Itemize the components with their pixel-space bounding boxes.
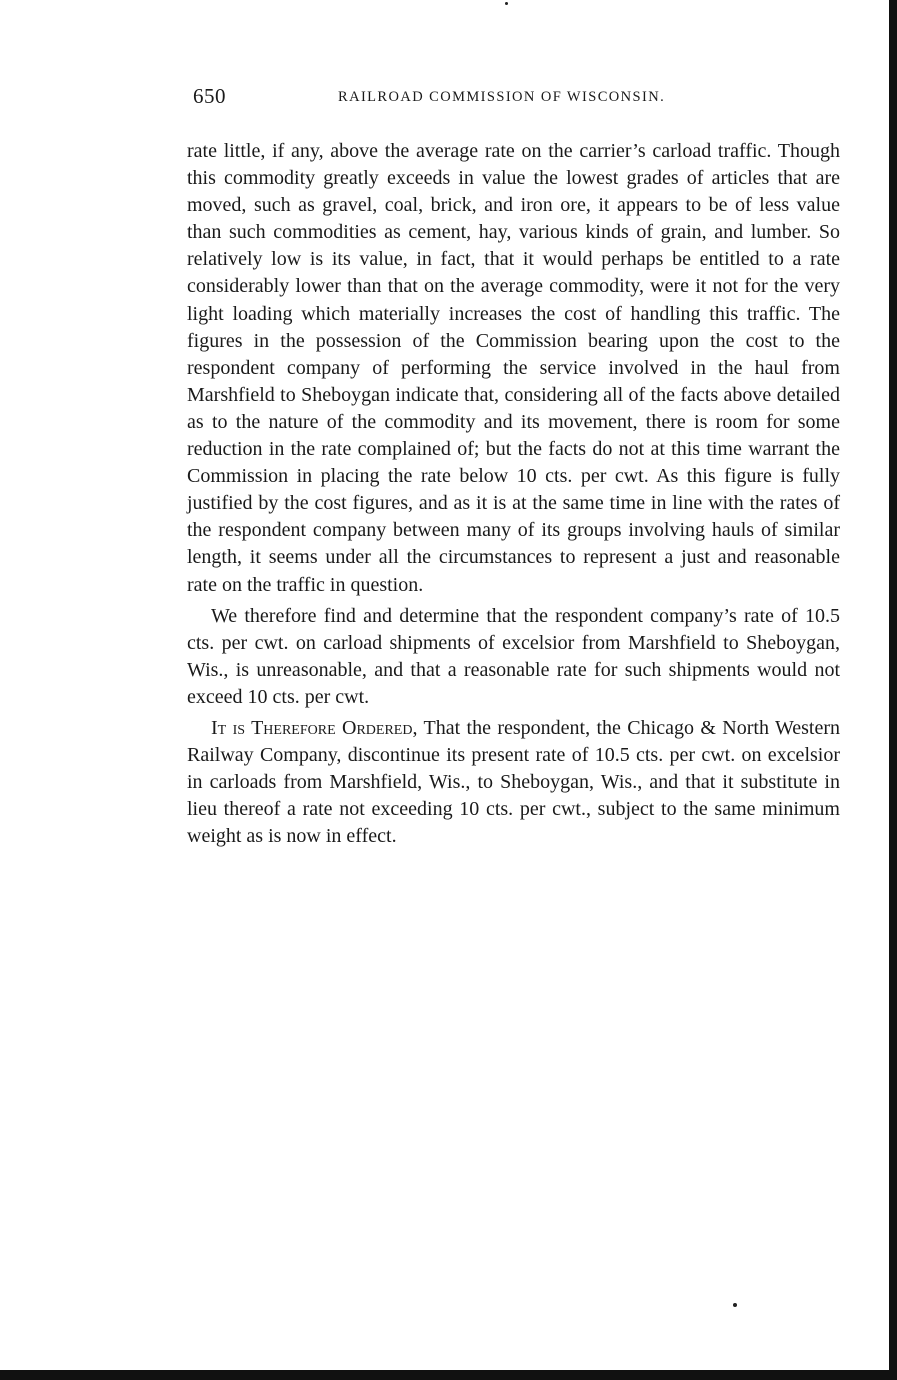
order-text: , That the respondent, the Chicago & North Western Railway Company, discontinue its present rate of 10.5 cts. per cwt. on excelsior in carloads from Marshfield, Wis., to Sheboygan, Wis., and that it substitute in lieu thereof a rate not exceeding 10 cts. per cwt., subject to the same minimum weight as is now in effect. bbox=[187, 716, 841, 848]
scan-edge-bottom bbox=[0, 1370, 897, 1380]
paragraph-order bbox=[187, 715, 840, 850]
body-text bbox=[187, 138, 840, 854]
running-head: RAILROAD COMMISSION OF WISCONSIN. bbox=[338, 89, 666, 105]
scan-edge-right bbox=[889, 0, 897, 1380]
page-header bbox=[193, 84, 838, 112]
paragraph-finding: We therefore find and determine that the respondent company’s rate of 10.5 cts. per cwt. on carload shipments of excelsior from Marshfield to Sheboygan, Wis., is unreasonable, and that a reasonable rate for such shipments would not exceed 10 cts. per cwt. bbox=[187, 604, 840, 708]
paragraph-continued: rate little, if any, above the average rate on the carrier’s carload traffic. Though this commodity greatly exceeds in value the lowest grades of articles that are moved, such as gravel, coal, brick, and iron ore, it appears to be of less value than such commodities as cement, hay, various kinds of grain, and lumber. So relatively low is its value, in fact, that it would perhaps be entitled to a rate considerably lower than that on the average commodity, were it not for the very light loading which materially increases the cost of handling this traffic. The figures in the possession of the Commission bearing upon the cost to the respondent company of performing the service involved in the haul from Marshfield to Sheboygan indicate that, considering all of the facts above detailed as to the nature of the commodity and its movement, there is room for some reduction in the rate complained of; but the facts do not at this time warrant the Commission in placing the rate below 10 cts. per cwt. As this figure is fully justified by the cost figures, and as it is at the same time in line with the rates of the respondent company between many of its groups involving hauls of similar length, it seems under all the circumstances to represent a just and reasonable rate on the traffic in question. bbox=[187, 140, 840, 596]
ink-speck bbox=[505, 2, 508, 5]
page-number: 650 bbox=[193, 84, 226, 108]
ink-speck bbox=[733, 1303, 737, 1307]
order-lead-in: It is Therefore Ordered bbox=[211, 716, 413, 739]
